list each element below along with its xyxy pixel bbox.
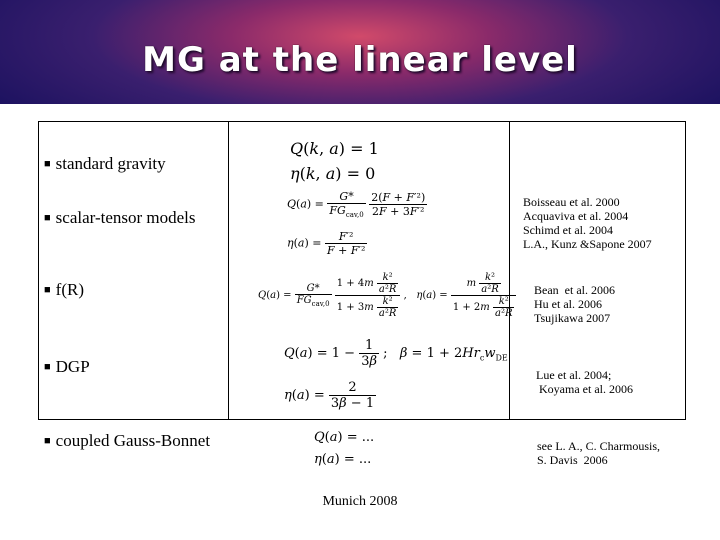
equation-gauss-bonnet-q: Q(a) = ...: [314, 430, 375, 445]
equation-dgp-eta: η(a) = $\frac{2}{3\beta - 1}$: [284, 380, 375, 411]
slide-title: MG at the linear level: [142, 40, 578, 80]
bullet-icon: ■: [44, 158, 51, 170]
row-label-dgp: ■ DGP: [44, 357, 90, 376]
footer-text: Munich 2008: [322, 494, 398, 509]
row-label-scalar-tensor: ■ scalar-tensor models: [44, 208, 196, 227]
equation-f-of-r: Q(a) = $\frac{G*}{FG_{cav,0}}$ 1 + 4m $\frac{\text{k²}}{\text{a²R}}$ 1 + 3m $\frac{\text{k²}}{\text{a²R}}$ , η(a) = m $\frac{\text{k²}}{\text{a²R}}$ 1 + 2m $\frac{\text{k²}}{\text{a²R}}$: [258, 272, 516, 319]
equation-gauss-bonnet-eta: η(a) = ...: [314, 452, 372, 467]
column-divider-1: [228, 121, 229, 420]
row-label-standard-gravity: ■ standard gravity: [44, 154, 166, 173]
equation-scalar-tensor-eta: η(a) = $\frac{\text{F′²}}{\text{F + F′²}}$: [287, 230, 366, 257]
bullet-icon: ■: [44, 361, 51, 373]
bullet-icon: ■: [44, 212, 51, 224]
equation-scalar-tensor-q: Q(a) = $\frac{G*}{FG_{cav,0}}$ $\frac{\text{2(F + F′²)}}{\text{2F + 3F′²}}$: [287, 190, 426, 220]
reference-gauss-bonnet: see L. A., C. Charmousis, S. Davis 2006: [537, 439, 660, 467]
reference-f-of-r: Bean et al. 2006 Hu et al. 2006 Tsujikawa 2007: [534, 283, 615, 325]
row-label-gauss-bonnet: ■ coupled Gauss-Bonnet: [44, 431, 211, 450]
column-divider-2: [509, 121, 510, 420]
bullet-icon: ■: [44, 435, 51, 447]
reference-dgp: Lue et al. 2004; Koyama et al. 2006: [536, 368, 633, 396]
equation-dgp-q: Q(a) = 1 − $\frac{1}{3\beta}$ ; $\beta = 1 + 2Hr_cw_{DE}$: [284, 338, 508, 369]
equation-standard-eta: η(k, a) = 0: [290, 164, 376, 183]
equation-standard-q: Q(k, a) = 1: [290, 139, 379, 158]
bullet-icon: ■: [44, 284, 51, 296]
row-label-f-of-r: ■ f(R): [44, 280, 84, 299]
reference-scalar-tensor: Boisseau et al. 2000 Acquaviva et al. 2004 Schimd et al. 2004 L.A., Kunz &Sapone 2007: [523, 195, 652, 251]
